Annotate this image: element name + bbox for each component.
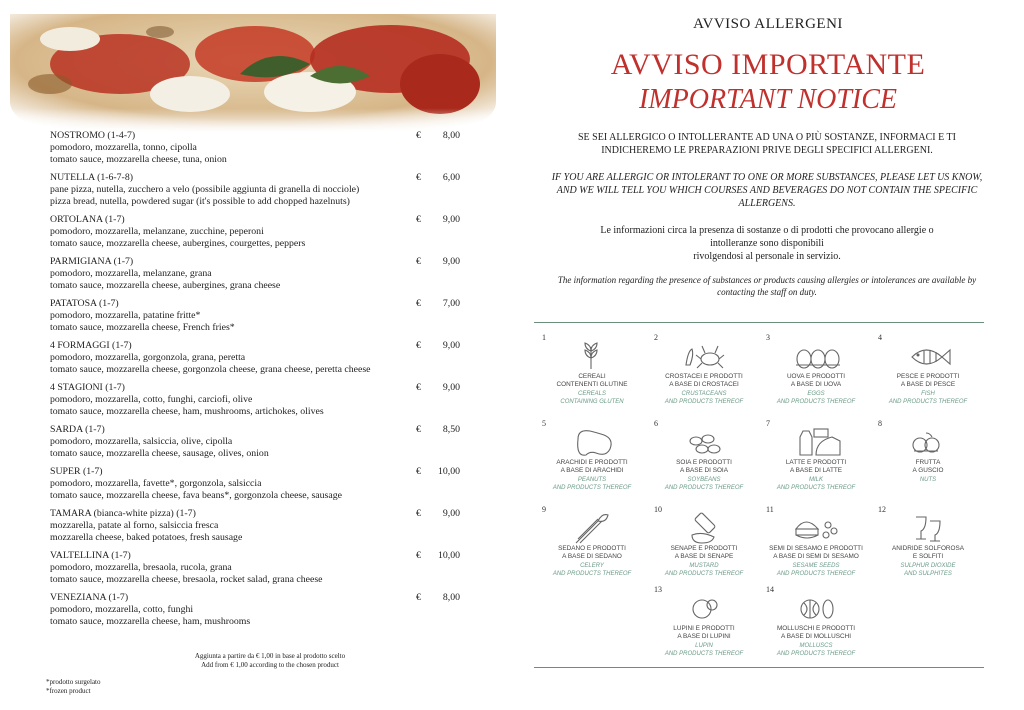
allergen-label-en-line1: CEREALS — [577, 391, 606, 397]
allergen-label-it-line1: SOIA E PRODOTTI — [676, 459, 732, 466]
menu-item-ingredients-en: tomato sauce, mozzarella cheese, bresaola, rocket salad, grana cheese — [50, 574, 323, 585]
allergen-number: 8 — [878, 419, 882, 428]
allergen-label-en-line1: LUPIN — [695, 643, 713, 649]
menu-item — [50, 130, 460, 166]
allergen-item — [536, 499, 648, 585]
menu-item-name: ORTOLANA (1-7) — [50, 214, 125, 225]
allergen-label-it-line2: A BASE DI LATTE — [789, 467, 843, 474]
menu-item-price — [416, 130, 460, 142]
allergen-item — [760, 413, 872, 499]
allergen-label-en — [760, 391, 872, 406]
allergen-label-it-line1: SENAPE E PRODOTTI — [670, 545, 738, 552]
allergen-label-en-line1: EGGS — [807, 391, 825, 397]
menu-item-ingredients-it: pomodoro, mozzarella, tonno, cipolla — [50, 142, 197, 153]
sesame-icon — [790, 511, 844, 545]
allergen-label-en-line2: AND PRODUCTS THEREOF — [776, 570, 856, 577]
allergen-label-it — [760, 625, 872, 641]
allergen-item — [872, 413, 984, 499]
menu-item — [50, 214, 460, 250]
allergen-label-it — [648, 545, 760, 561]
allergen-label-it — [872, 545, 984, 561]
menu-item-ingredients-en: mozzarella cheese, baked potatoes, fresh sausage — [50, 532, 243, 543]
allergen-label-en-line1: SESAME SEEDS — [792, 563, 840, 569]
allergen-notice-page — [512, 0, 1024, 710]
allergen-label-en-line2: AND PRODUCTS THEREOF — [776, 650, 856, 657]
allergen-label-en-line2: AND PRODUCTS THEREOF — [552, 570, 632, 577]
allergen-label-it — [536, 545, 648, 561]
allergen-label-en-line1: PEANUTS — [577, 477, 607, 483]
currency-symbol: € — [416, 424, 421, 435]
menu-item — [50, 298, 460, 334]
price-value: 10,00 — [437, 550, 460, 561]
menu-item-ingredients-en: tomato sauce, mozzarella cheese, French fries* — [50, 322, 235, 333]
menu-item-ingredients-en: tomato sauce, mozzarella cheese, aubergines, grana cheese — [50, 280, 281, 291]
allergen-label-en-line2: AND PRODUCTS THEREOF — [552, 484, 632, 491]
allergen-number: 2 — [654, 333, 658, 342]
menu-item — [50, 424, 460, 460]
allergen-label-it-line1: SEMI DI SESAMO E PRODOTTI — [769, 545, 863, 552]
allergen-label-it-line2: E SOLFITI — [912, 553, 944, 560]
allergen-item — [648, 579, 760, 665]
notice-paragraph-en: IF YOU ARE ALLERGIC OR INTOLERANT TO ONE OR MORE SUBSTANCES, PLEASE LET US KNOW, AND WE WILL TELL YOU WHICH COURSES AND BEVERAGES DO NOT CONTAIN THE SPECIFIC ALLERGENS. — [551, 172, 983, 209]
allergen-label-it-line1: FRUTTA — [915, 459, 941, 466]
info-line-2: intolleranze sono disponibili — [710, 238, 824, 249]
allergen-label-it-line2: A BASE DI UOVA — [790, 381, 842, 388]
notice-title: AVVISO ALLERGENI — [693, 16, 843, 32]
menu-item-ingredients-en: tomato sauce, mozzarella cheese, aubergines, courgettes, peppers — [50, 238, 306, 249]
allergen-label-en-line1: MILK — [808, 477, 823, 483]
menu-item — [50, 340, 460, 376]
currency-symbol: € — [416, 592, 421, 603]
menu-item-ingredients-it: pomodoro, mozzarella, melanzane, zucchine, peperoni — [50, 226, 264, 237]
allergen-label-en — [648, 643, 760, 658]
allergen-label-en — [536, 477, 648, 492]
menu-item-price — [416, 214, 460, 226]
allergen-number: 1 — [542, 333, 546, 342]
allergen-label-en-line2: AND PRODUCTS THEREOF — [664, 398, 744, 405]
price-value: 9,00 — [442, 256, 460, 267]
allergen-label-en — [536, 391, 648, 406]
menu-item-price — [416, 550, 460, 562]
allergen-label-it — [536, 373, 648, 389]
menu-item-price — [416, 172, 460, 184]
menu-item-name: VENEZIANA (1-7) — [50, 592, 129, 603]
allergen-label-en-line2: CONTAINING GLUTEN — [560, 398, 624, 405]
allergen-label-en — [760, 563, 872, 578]
allergen-label-it-line1: SEDANO E PRODOTTI — [558, 545, 626, 552]
allergen-label-it-line1: PESCE E PRODOTTI — [896, 373, 960, 380]
currency-symbol: € — [416, 382, 421, 393]
allergen-label-it-line2: A BASE DI SEDANO — [562, 553, 622, 560]
allergen-label-en — [872, 391, 984, 406]
allergen-label-en-line2: AND PRODUCTS THEREOF — [776, 398, 856, 405]
allergen-number: 10 — [654, 505, 662, 514]
allergen-label-it-line1: LUPINI E PRODOTTI — [673, 625, 735, 632]
menu-item-ingredients-en: tomato sauce, mozzarella cheese, sausage, olives, onion — [50, 448, 269, 459]
price-value: 8,00 — [442, 592, 460, 603]
allergen-label-it-line2: A GUSCIO — [912, 467, 944, 474]
allergen-label-en — [872, 563, 984, 578]
currency-symbol: € — [416, 298, 421, 309]
menu-item-ingredients-it: pomodoro, mozzarella, cotto, funghi — [50, 604, 194, 615]
menu-item — [50, 466, 460, 502]
menu-item-name: 4 FORMAGGI (1-7) — [50, 340, 132, 351]
allergen-label-it — [872, 373, 984, 389]
allergen-item — [648, 499, 760, 585]
menu-item-name: SARDA (1-7) — [50, 424, 105, 435]
allergen-label-en-line1: SOYBEANS — [687, 477, 721, 483]
pizza-menu-list — [50, 130, 460, 634]
allergen-label-en-line2: AND PRODUCTS THEREOF — [888, 398, 968, 405]
menu-item-price — [416, 298, 460, 310]
menu-item-ingredients-en: tomato sauce, mozzarella cheese, ham, mushrooms — [50, 616, 251, 627]
menu-item-ingredients-it: pomodoro, mozzarella, gorgonzola, grana, peretta — [50, 352, 246, 363]
price-value: 8,50 — [442, 424, 460, 435]
currency-symbol: € — [416, 466, 421, 477]
info-paragraph-it — [542, 224, 992, 263]
menu-item-ingredients-it: pomodoro, mozzarella, melanzane, grana — [50, 268, 212, 279]
allergen-label-en-line1: CRUSTACEANS — [681, 391, 727, 397]
allergen-item — [648, 327, 760, 413]
allergen-number: 6 — [654, 419, 658, 428]
fish-icon — [902, 339, 956, 373]
allergen-label-it-line1: UOVA E PRODOTTI — [786, 373, 846, 380]
menu-item-ingredients-it: mozzarella, patate al forno, salsiccia fresca — [50, 520, 219, 531]
allergen-label-en-line1: MOLLUSCS — [799, 643, 833, 649]
allergen-label-en-line1: FISH — [921, 391, 935, 397]
allergen-item — [760, 327, 872, 413]
allergen-label-it-line2: A BASE DI SEMI DI SESAMO — [773, 553, 859, 560]
menu-item — [50, 550, 460, 586]
price-value: 9,00 — [442, 382, 460, 393]
allergen-label-en — [648, 477, 760, 492]
allergen-label-it — [760, 373, 872, 389]
menu-item-ingredients-it: pomodoro, mozzarella, salsiccia, olive, cipolla — [50, 436, 233, 447]
menu-item — [50, 592, 460, 628]
mustard-icon — [678, 511, 732, 545]
menu-item-ingredients-it: pomodoro, mozzarella, bresaola, rucola, grana — [50, 562, 232, 573]
menu-item-name: SUPER (1-7) — [50, 466, 103, 477]
menu-item-name: PATATOSA (1-7) — [50, 298, 119, 309]
important-notice-en: IMPORTANT NOTICE — [639, 84, 897, 115]
currency-symbol: € — [416, 214, 421, 225]
menu-item-price — [416, 592, 460, 604]
menu-item-price — [416, 424, 460, 436]
frozen-note — [46, 678, 101, 696]
celery-icon — [566, 511, 620, 545]
wine-icon — [902, 511, 956, 545]
allergen-label-it — [760, 459, 872, 475]
wheat-icon — [566, 339, 620, 373]
currency-symbol: € — [416, 256, 421, 267]
menu-item-name: NUTELLA (1-6-7-8) — [50, 172, 133, 183]
allergen-label-it-line2: A BASE DI MOLLUSCHI — [781, 633, 851, 640]
eggs-icon — [790, 339, 844, 373]
allergen-label-en-line2: AND SULPHITES — [904, 570, 952, 577]
allergen-item — [536, 327, 648, 413]
allergen-label-it-line2: CONTENENTI GLUTINE — [556, 381, 628, 388]
price-value: 6,00 — [442, 172, 460, 183]
info-line-1: Le informazioni circa la presenza di sostanze o di prodotti che provocano allergie o — [600, 225, 934, 236]
menu-item — [50, 172, 460, 208]
currency-symbol: € — [416, 550, 421, 561]
menu-item-ingredients-it: pane pizza, nutella, zucchero a velo (possibile aggiunta di granella di nocciole) — [50, 184, 360, 195]
allergen-label-it — [760, 545, 872, 561]
notice-paragraph-it: SE SEI ALLERGICO O INTOLLERANTE AD UNA O PIÙ SOSTANZE, INFORMACI E TI INDICHEREMO LE PREPARAZIONI PRIVE DEGLI SPECIFICI ALLERGENI. — [578, 132, 956, 156]
addon-note — [150, 652, 390, 670]
menu-item — [50, 382, 460, 418]
important-notice-it: AVVISO IMPORTANTE — [610, 48, 926, 81]
price-value: 7,00 — [442, 298, 460, 309]
menu-item-name: PARMIGIANA (1-7) — [50, 256, 134, 267]
menu-item-ingredients-it: pomodoro, mozzarella, cotto, funghi, carciofi, olive — [50, 394, 253, 405]
soy-icon — [678, 425, 732, 459]
price-value: 8,00 — [442, 130, 460, 141]
peanut-icon — [566, 425, 620, 459]
allergen-label-it — [648, 459, 760, 475]
allergen-label-it-line2: A BASE DI LUPINI — [677, 633, 731, 640]
allergen-number: 9 — [542, 505, 546, 514]
menu-item-ingredients-en: tomato sauce, mozzarella cheese, tuna, onion — [50, 154, 227, 165]
menu-item — [50, 256, 460, 292]
currency-symbol: € — [416, 508, 421, 519]
menu-item-name: TAMARA (bianca-white pizza) (1-7) — [50, 508, 196, 519]
menu-item-ingredients-it: pomodoro, mozzarella, favette*, gorgonzola, salsiccia — [50, 478, 262, 489]
price-value: 10,00 — [437, 466, 460, 477]
allergen-item — [872, 499, 984, 585]
allergen-label-en — [872, 477, 984, 485]
allergen-number: 7 — [766, 419, 770, 428]
allergen-label-it — [536, 459, 648, 475]
allergen-label-en-line1: NUTS — [919, 477, 937, 483]
milk-icon — [790, 425, 844, 459]
allergen-number: 12 — [878, 505, 886, 514]
info-paragraph-en: The information regarding the presence of substances or products causing allergies or intolerances are available by contacting the staff on duty. — [557, 275, 977, 297]
info-line-3: rivolgendosi al personale in servizio. — [693, 251, 841, 262]
allergen-item — [648, 413, 760, 499]
addon-note-en: Add from € 1,00 according to the chosen product — [201, 661, 339, 669]
menu-item-price — [416, 466, 460, 478]
allergen-label-en-line1: SULPHUR DIOXIDE — [900, 563, 956, 569]
menu-item-price — [416, 340, 460, 352]
allergen-label-en — [760, 643, 872, 658]
price-value: 9,00 — [442, 340, 460, 351]
allergen-label-it-line1: LATTE E PRODOTTI — [785, 459, 847, 466]
allergen-label-it — [648, 373, 760, 389]
allergen-label-en — [536, 563, 648, 578]
allergen-number: 5 — [542, 419, 546, 428]
menu-item-price — [416, 508, 460, 520]
allergen-label-it-line2: A BASE DI ARACHIDI — [560, 467, 624, 474]
price-value: 9,00 — [442, 214, 460, 225]
addon-note-it: Aggiunta a partire da € 1,00 in base al prodotto scelto — [194, 652, 346, 660]
allergen-label-it-line2: A BASE DI PESCE — [900, 381, 956, 388]
allergen-label-it-line2: A BASE DI SENAPE — [674, 553, 734, 560]
allergen-label-en — [760, 477, 872, 492]
allergen-label-en-line2: AND PRODUCTS THEREOF — [664, 570, 744, 577]
currency-symbol: € — [416, 172, 421, 183]
allergen-label-it-line1: ANIDRIDE SOLFOROSA — [891, 545, 965, 552]
allergen-number: 3 — [766, 333, 770, 342]
menu-item-price — [416, 256, 460, 268]
allergen-label-it-line2: A BASE DI CROSTACEI — [669, 381, 739, 388]
lupin-icon — [678, 591, 732, 625]
currency-symbol: € — [416, 340, 421, 351]
allergen-number: 14 — [766, 585, 774, 594]
allergen-label-en-line1: MUSTARD — [689, 563, 719, 569]
crab-icon — [678, 339, 732, 373]
frozen-note-it: *prodotto surgelato — [46, 678, 101, 686]
allergen-number: 4 — [878, 333, 882, 342]
allergen-label-it — [648, 625, 760, 641]
allergen-label-it-line1: MOLLUSCHI E PRODOTTI — [776, 625, 856, 632]
allergen-item — [760, 499, 872, 585]
allergen-label-it-line1: CROSTACEI E PRODOTTI — [665, 373, 743, 380]
price-value: 9,00 — [442, 508, 460, 519]
allergen-number: 13 — [654, 585, 662, 594]
frozen-note-en: *frozen product — [46, 687, 91, 695]
allergen-number: 11 — [766, 505, 774, 514]
allergen-label-en — [648, 391, 760, 406]
menu-item-ingredients-en: pizza bread, nutella, powdered sugar (it's possible to add chopped hazelnuts) — [50, 196, 350, 207]
menu-item-ingredients-it: pomodoro, mozzarella, patatine fritte* — [50, 310, 201, 321]
pizza-photo — [10, 14, 496, 132]
menu-item-name: VALTELLINA (1-7) — [50, 550, 131, 561]
menu-item-ingredients-en: tomato sauce, mozzarella cheese, ham, mushrooms, artichokes, olives — [50, 406, 324, 417]
allergen-label-en-line2: AND PRODUCTS THEREOF — [776, 484, 856, 491]
allergen-label-it-line2: A BASE DI SOIA — [680, 467, 728, 474]
allergen-item — [760, 579, 872, 665]
allergen-label-en — [648, 563, 760, 578]
allergen-label-en-line2: AND PRODUCTS THEREOF — [664, 650, 744, 657]
allergen-label-it-line1: CEREALI — [578, 373, 606, 380]
menu-item-ingredients-en: tomato sauce, mozzarella cheese, gorgonzola cheese, grana cheese, peretta cheese — [50, 364, 371, 375]
allergen-item — [872, 327, 984, 413]
allergen-item — [536, 413, 648, 499]
menu-item-name: NOSTROMO (1-4-7) — [50, 130, 136, 141]
menu-item-ingredients-en: tomato sauce, mozzarella cheese, fava beans*, gorgonzola cheese, sausage — [50, 490, 342, 501]
allergen-label-it — [872, 459, 984, 475]
menu-item — [50, 508, 460, 544]
menu-item-price — [416, 382, 460, 394]
allergen-label-en-line1: CELERY — [580, 563, 604, 569]
mollusc-icon — [790, 591, 844, 625]
allergen-label-en-line2: AND PRODUCTS THEREOF — [664, 484, 744, 491]
allergen-grid — [534, 322, 984, 668]
nuts-icon — [902, 425, 956, 459]
allergen-label-it-line1: ARACHIDI E PRODOTTI — [556, 459, 628, 466]
currency-symbol: € — [416, 130, 421, 141]
menu-item-name: 4 STAGIONI (1-7) — [50, 382, 125, 393]
